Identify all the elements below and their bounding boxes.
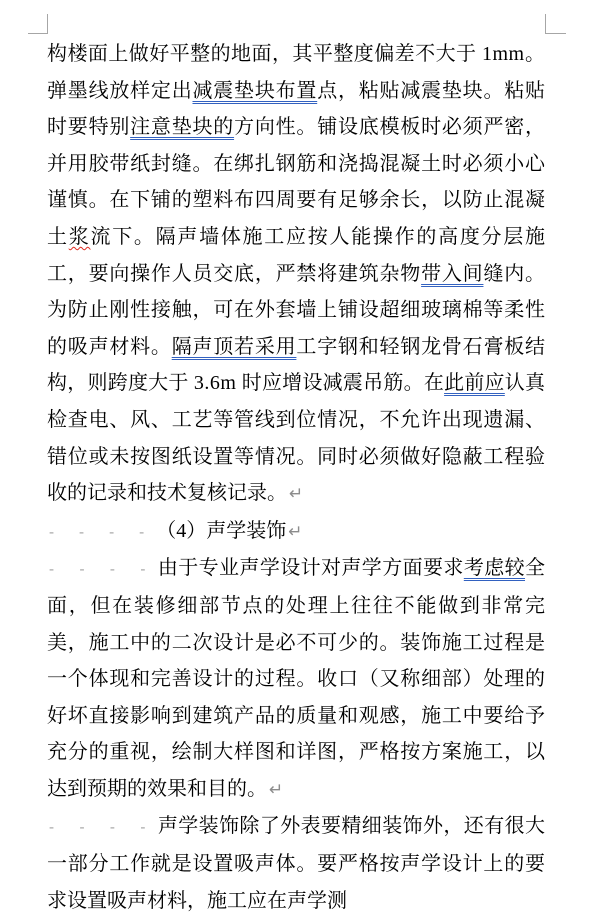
paragraph bbox=[47, 808, 545, 919]
text-run: 时应增设减震吊筋。在 bbox=[236, 372, 445, 395]
paragraph bbox=[47, 36, 545, 513]
paragraph-mark-icon: ↵ bbox=[269, 779, 284, 800]
text-run: 方向性。铺设底模板时必须严密，并用胶带纸封缝。在绑扎钢筋和浇捣混凝土时必须小心谨慎。在下铺的塑料布四周要有足够余长，以防止混凝土 bbox=[47, 116, 546, 248]
text-run: 缝内。为防止刚性接触，可在外套墙上铺设超细玻璃棉等柔性的吸声材料。 bbox=[47, 262, 546, 358]
tracked-change-text: 带入间 bbox=[421, 262, 484, 285]
spellcheck-flagged-text: 浆 bbox=[68, 225, 91, 248]
text-run: 。弹墨线放样定出 bbox=[47, 43, 546, 102]
paragraph-mark-icon: ↵ bbox=[288, 521, 303, 542]
latin-text: 1mm bbox=[481, 43, 525, 65]
tracked-change-text: 考虑较 bbox=[463, 557, 526, 580]
text-run: 由于专业声学设计对声学方面要求 bbox=[157, 557, 464, 580]
text-run: 声学装饰除了外表要精细装饰外，还有很大一部分工作就是设置吸声体。要严格按声学设计上的要求设置吸声材料，施工应在声学测 bbox=[47, 815, 546, 912]
margin-crop-mark-top-left bbox=[28, 14, 48, 34]
paragraph-mark-icon: ↵ bbox=[289, 484, 304, 505]
text-run: 工字钢和轻钢龙骨石膏板结构，则跨度大于 bbox=[47, 335, 546, 395]
latin-text: 3.6m bbox=[193, 372, 237, 395]
paragraph bbox=[47, 550, 545, 808]
tracked-change-text: 注意垫块的 bbox=[130, 116, 235, 139]
margin-crop-mark-top-right bbox=[545, 14, 566, 34]
text-run: 点，粘贴减震垫块。粘贴时要特别 bbox=[47, 79, 546, 139]
text-run: 构楼面上做好平整的地面，其平整度偏差不大于 bbox=[47, 43, 482, 65]
space-marks: - - - - bbox=[47, 560, 154, 579]
tracked-change-text: 隔声顶若采用 bbox=[171, 335, 297, 358]
text-run: 认真检查电、风、工艺等管线到位情况，不允许出现遗漏、错位或未按图纸设置等情况。同时必须做好隐蔽工程验收的记录和技术复核记录。 bbox=[47, 372, 546, 505]
document-text[interactable] bbox=[47, 36, 545, 919]
paragraph bbox=[47, 513, 545, 551]
text-run: （4）声学装饰 bbox=[156, 519, 287, 542]
space-marks: - - - - bbox=[47, 522, 153, 541]
text-run: 流下。隔声墙体施工应按人能操作的高度分层施工，要向操作人员交底，严禁将建筑杂物 bbox=[47, 225, 546, 285]
space-marks: - - - - bbox=[47, 818, 154, 837]
text-run: 全面，但在装修细部节点的处理上往往不能做到非常完美，施工中的二次设计是必不可少的。装饰施工过程是一个体现和完善设计的过程。收口（又称细部）处理的好坏直接影响到建筑产品的质量和观感，施工中要给予充分的重视，绘制大样图和详图，严格按方案施工，以达到预期的效果和目的。 bbox=[47, 557, 546, 800]
tracked-change-text: 减震垫块布置 bbox=[192, 79, 318, 102]
tracked-change-text: 此前应 bbox=[444, 372, 505, 395]
